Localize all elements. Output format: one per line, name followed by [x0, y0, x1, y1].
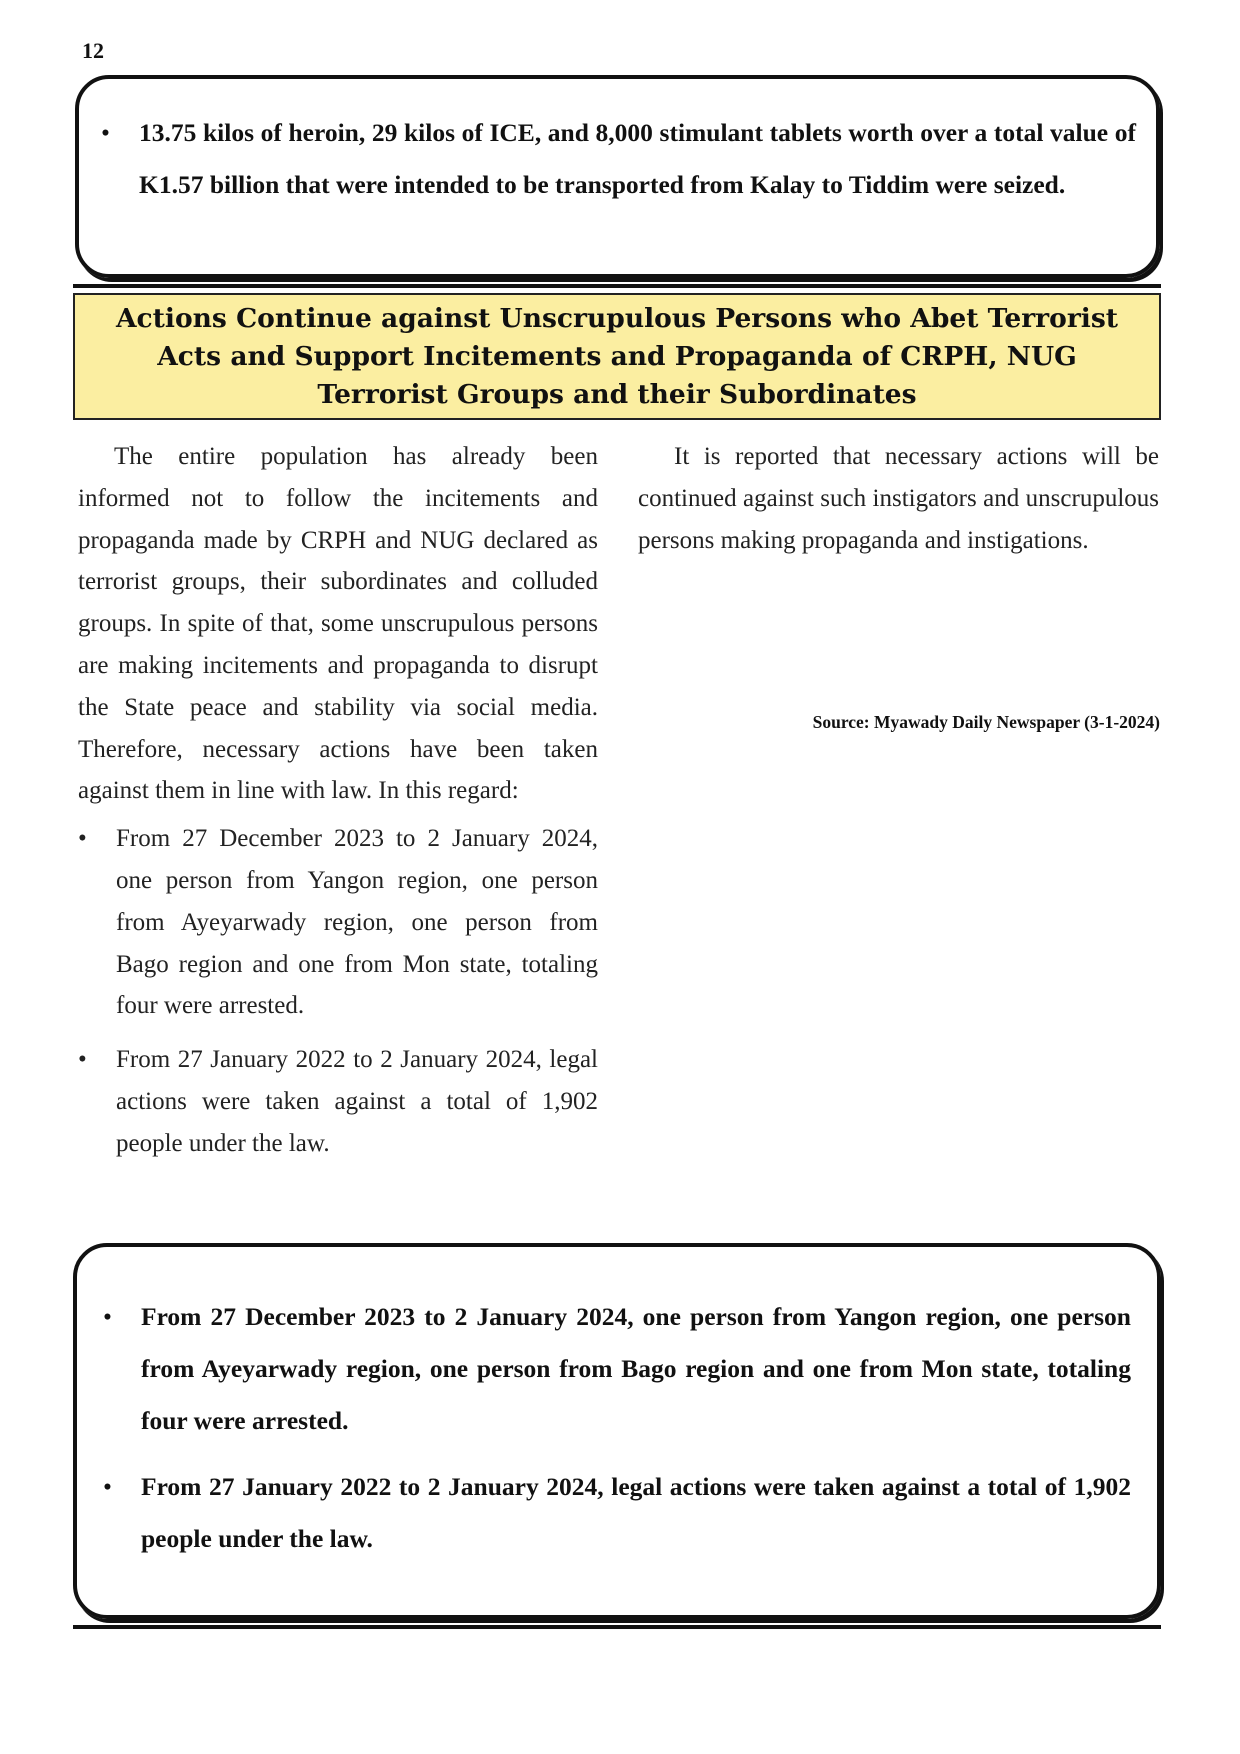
summary-item-text: From 27 December 2023 to 2 January 2024, one person from Yangon region, one person from Ayeyarwady region, one person from Bago region and one from Mon state, totaling four were arrested. — [141, 1302, 1131, 1435]
summary-list-top — [95, 107, 1136, 211]
bullet-icon: • — [103, 1302, 112, 1331]
summary-item — [97, 1461, 1131, 1565]
article-headline: Actions Continue against Unscrupulous Persons who Abet Terrorist Acts and Support Incitements and Propaganda of CRPH, NUG Terrorist Groups and their Subordinates — [115, 302, 1119, 410]
article-bullet-item — [78, 1039, 598, 1164]
divider-rule — [73, 1625, 1161, 1629]
summary-item-text: From 27 January 2022 to 2 January 2024, legal actions were taken against a total of 1,902 people under the law. — [141, 1472, 1131, 1553]
headline-banner — [73, 293, 1161, 420]
summary-item — [95, 107, 1136, 211]
article-paragraph: The entire population has already been informed not to follow the incitements and propaganda made by CRPH and NUG declared as terrorist groups, their subordinates and colluded groups. In spite of that, some unscrupulous persons are making incitements and propaganda to disrupt the State peace and stability via social media. Therefore, necessary actions have been taken against them in line with law. In this regard: — [78, 443, 598, 805]
summary-list-bottom — [97, 1291, 1131, 1565]
summary-box-top — [75, 75, 1160, 278]
summary-item-text: 13.75 kilos of heroin, 29 kilos of ICE, and 8,000 stimulant tablets worth over a total value of K1.57 billion that were intended to be transported from Kalay to Tiddim were seized. — [139, 118, 1136, 199]
bullet-icon: • — [101, 118, 110, 147]
article-paragraph: It is reported that necessary actions will be continued against such instigators and unscrupulous persons making propaganda and instigations. — [638, 443, 1159, 554]
bullet-icon: • — [103, 1472, 112, 1501]
article-left-column — [78, 436, 598, 1177]
article-bullet-list — [78, 818, 598, 1164]
summary-item — [97, 1291, 1131, 1447]
source-citation: Source: Myawady Daily Newspaper (3-1-2024) — [812, 712, 1160, 732]
divider-rule — [73, 284, 1161, 288]
bullet-icon: • — [78, 1046, 87, 1074]
summary-box-bottom — [73, 1243, 1161, 1619]
bullet-icon: • — [78, 825, 87, 853]
article-bullet-text: From 27 January 2022 to 2 January 2024, legal actions were taken against a total of 1,902 people under the law. — [116, 1046, 598, 1157]
article-right-column — [638, 436, 1159, 561]
article-bullet-text: From 27 December 2023 to 2 January 2024, one person from Yangon region, one person from Ayeyarwady region, one person from Bago region and one from Mon state, totaling four were arrested. — [116, 825, 598, 1020]
page-number: 12 — [82, 38, 104, 63]
article-bullet-item — [78, 818, 598, 1027]
